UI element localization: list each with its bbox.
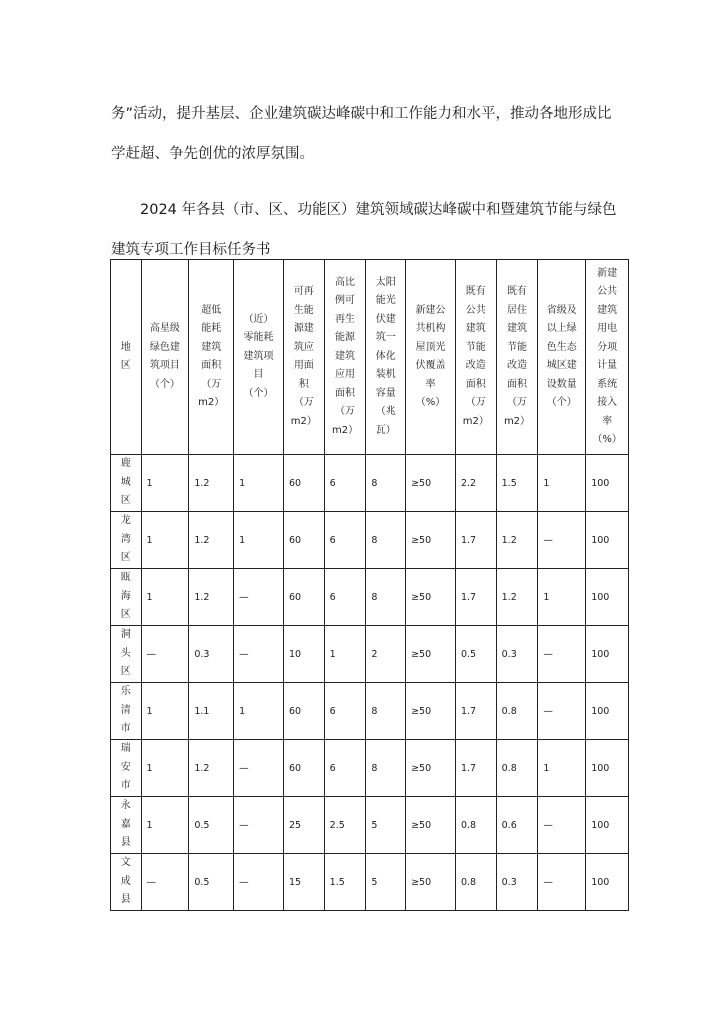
region-cell [111, 512, 142, 569]
header-text-line: 源建 [293, 323, 314, 334]
header-text-line: 伏建 [375, 313, 396, 325]
value-cell: 6 [324, 683, 366, 740]
value-cell: 1 [324, 626, 366, 683]
region-char: 区 [120, 666, 131, 678]
header-text-line: 新建 [597, 267, 618, 279]
value-cell: 0.8 [455, 797, 496, 854]
header-text-line: 公共 [597, 286, 618, 297]
header-text-line: （个） [149, 378, 180, 390]
header-text-line: 节能 [465, 341, 486, 353]
header-text-line: （个） [243, 387, 274, 399]
value-cell: 1.2 [496, 569, 538, 626]
value-cell: 1 [538, 740, 586, 797]
header-text-line: （万 [507, 397, 527, 408]
header-text-line: m2） [503, 415, 531, 427]
header-text-line: 能耗 [201, 323, 222, 334]
header-text-line: m2） [331, 424, 359, 436]
value-cell: ≥50 [406, 626, 456, 683]
value-cell: 1 [141, 569, 189, 626]
header-text-line: 以上绿 [546, 323, 577, 334]
region-cell [111, 569, 142, 626]
header-text-line: 既有 [465, 286, 486, 297]
value-cell: 1.2 [189, 455, 234, 512]
column-header-submetering [586, 260, 629, 455]
header-text-line: 建筑 [507, 323, 527, 334]
value-cell: 1.7 [455, 683, 496, 740]
region-char: 县 [120, 837, 131, 849]
header-text-line: 容量 [375, 387, 396, 399]
value-cell: 1.1 [189, 683, 234, 740]
header-text-line: 筑一 [375, 332, 396, 344]
header-text-line: 绿色建 [149, 341, 180, 353]
header-text-line: 积 [298, 378, 309, 390]
value-cell: 1 [141, 512, 189, 569]
region-char: 城 [120, 476, 131, 488]
header-text-line: （万 [201, 378, 222, 390]
value-cell: 0.8 [455, 854, 496, 911]
value-cell: 1 [538, 569, 586, 626]
region-char: 文 [120, 857, 131, 869]
value-cell: 1 [234, 683, 284, 740]
header-text-line: 面积 [507, 378, 527, 390]
header-text-line: （万 [335, 406, 356, 418]
header-text-line: 能源 [335, 332, 356, 344]
column-header-high-ratio-renewable [324, 260, 366, 455]
value-cell: 5 [366, 797, 406, 854]
header-text-line: 居住 [507, 304, 527, 316]
header-text-line: 筑应 [293, 341, 314, 353]
header-text-line: 新建公 [415, 304, 446, 316]
table-row [111, 683, 629, 740]
header-text-line: （%） [592, 434, 622, 445]
region-char: 鹿 [120, 458, 131, 470]
header-text-line: 改造 [465, 360, 486, 371]
region-cell [111, 854, 142, 911]
header-text-line: 瓦） [375, 424, 396, 436]
region-char: 成 [120, 875, 131, 887]
value-cell: 6 [324, 740, 366, 797]
region-char: 头 [120, 647, 131, 659]
region-char: 市 [120, 780, 131, 792]
header-text-line: 目 [253, 369, 264, 381]
value-cell: 1.5 [324, 854, 366, 911]
header-text-line: 建筑 [597, 304, 618, 316]
header-text-line: 公共 [465, 304, 486, 316]
value-cell: 15 [283, 854, 324, 911]
value-cell: 25 [283, 797, 324, 854]
header-text-line: 面积 [201, 360, 222, 371]
header-text-line: 例可 [335, 295, 356, 307]
value-cell: 8 [366, 740, 406, 797]
region-char: 永 [120, 800, 131, 812]
header-text-line: 高比 [335, 276, 356, 288]
header-text-line: 改造 [507, 360, 527, 371]
table-row [111, 626, 629, 683]
value-cell: 100 [586, 626, 629, 683]
header-text-line: 建筑 [201, 341, 222, 353]
value-cell: 1.7 [455, 512, 496, 569]
value-cell: 0.8 [496, 740, 538, 797]
value-cell: — [538, 626, 586, 683]
region-char: 湾 [120, 533, 131, 545]
value-cell: ≥50 [406, 740, 456, 797]
value-cell: 8 [366, 569, 406, 626]
region-char: 洞 [120, 629, 131, 641]
header-text-line: 区 [120, 360, 131, 371]
header-text-line: 省级及 [546, 304, 577, 316]
header-text-line: 装机 [375, 369, 396, 381]
value-cell: 1.2 [189, 569, 234, 626]
header-text-line: 分项 [597, 341, 618, 353]
region-cell [111, 683, 142, 740]
column-header-near-zero [234, 260, 284, 455]
table-row [111, 569, 629, 626]
column-header-ultra-low [189, 260, 234, 455]
header-text-line: 既有 [507, 286, 527, 297]
table-row [111, 740, 629, 797]
value-cell: 1.2 [189, 512, 234, 569]
header-text-line: 太阳 [375, 276, 396, 288]
header-text-line: m2） [198, 397, 225, 408]
region-cell [111, 740, 142, 797]
value-cell: 1.5 [496, 455, 538, 512]
region-char: 清 [120, 704, 131, 716]
table-row [111, 854, 629, 911]
header-text-line: m2） [462, 415, 489, 427]
value-cell: ≥50 [406, 455, 456, 512]
target-task-table [110, 259, 629, 911]
header-text-line: 生能 [293, 304, 314, 316]
value-cell: 5 [366, 854, 406, 911]
table-header-row [111, 260, 629, 455]
region-cell [111, 797, 142, 854]
value-cell: ≥50 [406, 797, 456, 854]
value-cell: 0.3 [496, 854, 538, 911]
header-text-line: 城区建 [546, 360, 577, 371]
header-text-line: 零能耗 [243, 332, 274, 344]
header-text-line: 面积 [465, 378, 486, 390]
region-char: 海 [120, 590, 131, 602]
column-header-renewable-area [283, 260, 324, 455]
caption-line-2: 建筑专项工作目标任务书 [111, 242, 271, 258]
header-text-line: 色生态 [546, 341, 577, 353]
value-cell: 2 [366, 626, 406, 683]
header-text-line: （%） [415, 397, 446, 408]
header-text-line: 伏覆盖 [415, 360, 446, 371]
value-cell: 6 [324, 512, 366, 569]
table-caption [111, 190, 631, 270]
value-cell: 1.2 [496, 512, 538, 569]
region-char: 市 [120, 723, 131, 735]
header-text-line: 超低 [201, 304, 222, 316]
header-text-line: 再生 [335, 313, 356, 325]
value-cell: — [538, 797, 586, 854]
column-header-region [111, 260, 142, 455]
value-cell: 0.3 [496, 626, 538, 683]
header-text-line: （万 [293, 397, 314, 408]
paragraph-line: 学赶超、争先创优的浓厚氛围。 [111, 146, 314, 162]
value-cell: 1 [234, 455, 284, 512]
value-cell: 8 [366, 683, 406, 740]
value-cell: 0.5 [189, 854, 234, 911]
value-cell: 100 [586, 854, 629, 911]
value-cell: 8 [366, 455, 406, 512]
value-cell: 0.6 [496, 797, 538, 854]
table-row [111, 797, 629, 854]
value-cell: 100 [586, 683, 629, 740]
value-cell: — [141, 626, 189, 683]
region-char: 区 [120, 609, 131, 621]
header-text-line: 接入 [597, 397, 618, 408]
region-char: 区 [120, 495, 131, 507]
header-text-line: 面积 [335, 387, 356, 399]
caption-line-1: 2024 年各县（市、区、功能区）建筑领域碳达峰碳中和暨建筑节能与绿色 [140, 202, 617, 218]
header-text-line: 筑项目 [149, 360, 180, 371]
value-cell: 1.2 [189, 740, 234, 797]
header-text-line: （个） [546, 397, 577, 408]
header-text-line: 体化 [375, 350, 396, 362]
header-text-line: 应用 [335, 369, 356, 381]
region-char: 县 [120, 894, 131, 906]
table-body [111, 455, 629, 911]
header-text-line: 共机构 [415, 323, 446, 334]
region-char: 安 [120, 761, 131, 773]
value-cell: ≥50 [406, 512, 456, 569]
header-text-line: 建筑 [335, 350, 356, 362]
value-cell: 10 [283, 626, 324, 683]
value-cell: — [234, 740, 284, 797]
value-cell: 1.7 [455, 740, 496, 797]
value-cell: 2.2 [455, 455, 496, 512]
value-cell: — [234, 626, 284, 683]
value-cell: 6 [324, 569, 366, 626]
value-cell: 0.5 [189, 797, 234, 854]
header-text-line: 计量 [597, 360, 618, 371]
value-cell: 0.3 [189, 626, 234, 683]
region-char: 瓯 [120, 572, 131, 584]
header-text-line: 系统 [597, 378, 618, 390]
value-cell: ≥50 [406, 569, 456, 626]
header-text-line: 能光 [375, 295, 396, 307]
header-text-line: m2） [290, 415, 317, 427]
region-char: 区 [120, 552, 131, 564]
column-header-residential-retrofit [496, 260, 538, 455]
header-text-line: 节能 [507, 341, 527, 353]
value-cell: 100 [586, 512, 629, 569]
header-text-line: 建筑 [465, 323, 486, 334]
region-char: 乐 [120, 686, 131, 698]
header-text-line: 率 [425, 378, 436, 390]
header-text-line: 建筑项 [243, 350, 274, 362]
value-cell: 100 [586, 797, 629, 854]
value-cell: — [538, 683, 586, 740]
header-text-line: （近） [243, 313, 274, 325]
column-header-eco-district [538, 260, 586, 455]
header-text-line: 率 [602, 415, 613, 427]
region-char: 嘉 [120, 818, 131, 830]
header-text-line: （万 [465, 397, 486, 408]
value-cell: 1 [141, 455, 189, 512]
table-row [111, 512, 629, 569]
value-cell: 8 [366, 512, 406, 569]
region-char: 瑞 [120, 743, 131, 755]
value-cell: 100 [586, 569, 629, 626]
header-text-line: 设数量 [546, 378, 577, 390]
header-text-line: （兆 [375, 406, 396, 418]
region-char: 龙 [120, 515, 131, 527]
value-cell: — [538, 854, 586, 911]
value-cell: 60 [283, 512, 324, 569]
value-cell: 6 [324, 455, 366, 512]
value-cell: 100 [586, 455, 629, 512]
value-cell: 1 [141, 797, 189, 854]
value-cell: 100 [586, 740, 629, 797]
column-header-star-green [141, 260, 189, 455]
value-cell: ≥50 [406, 683, 456, 740]
value-cell: 60 [283, 683, 324, 740]
value-cell: 0.8 [496, 683, 538, 740]
value-cell: 0.5 [455, 626, 496, 683]
value-cell: — [234, 854, 284, 911]
column-header-bipv [366, 260, 406, 455]
header-text-line: 可再 [293, 286, 314, 297]
body-paragraph [111, 94, 631, 174]
paragraph-line: 务”活动，提升基层、企业建筑碳达峰碳中和工作能力和水平，推动各地形成比 [111, 106, 612, 122]
value-cell: ≥50 [406, 854, 456, 911]
column-header-pv-roof-coverage [406, 260, 456, 455]
value-cell: — [234, 569, 284, 626]
column-header-public-retrofit [455, 260, 496, 455]
value-cell: 1.7 [455, 569, 496, 626]
value-cell: 60 [283, 740, 324, 797]
value-cell: 1 [141, 740, 189, 797]
value-cell: — [234, 797, 284, 854]
region-cell [111, 626, 142, 683]
header-text-line: 用面 [293, 360, 314, 371]
region-cell [111, 455, 142, 512]
value-cell: 1 [234, 512, 284, 569]
header-text-line: 高星级 [149, 323, 180, 334]
table-row [111, 455, 629, 512]
value-cell: — [141, 854, 189, 911]
header-text-line: 用电 [597, 323, 618, 334]
value-cell: 1 [141, 683, 189, 740]
value-cell: 1 [538, 455, 586, 512]
value-cell: 60 [283, 569, 324, 626]
value-cell: — [538, 512, 586, 569]
header-text-line: 地 [120, 341, 131, 353]
value-cell: 2.5 [324, 797, 366, 854]
header-text-line: 屋顶光 [415, 341, 446, 353]
value-cell: 60 [283, 455, 324, 512]
